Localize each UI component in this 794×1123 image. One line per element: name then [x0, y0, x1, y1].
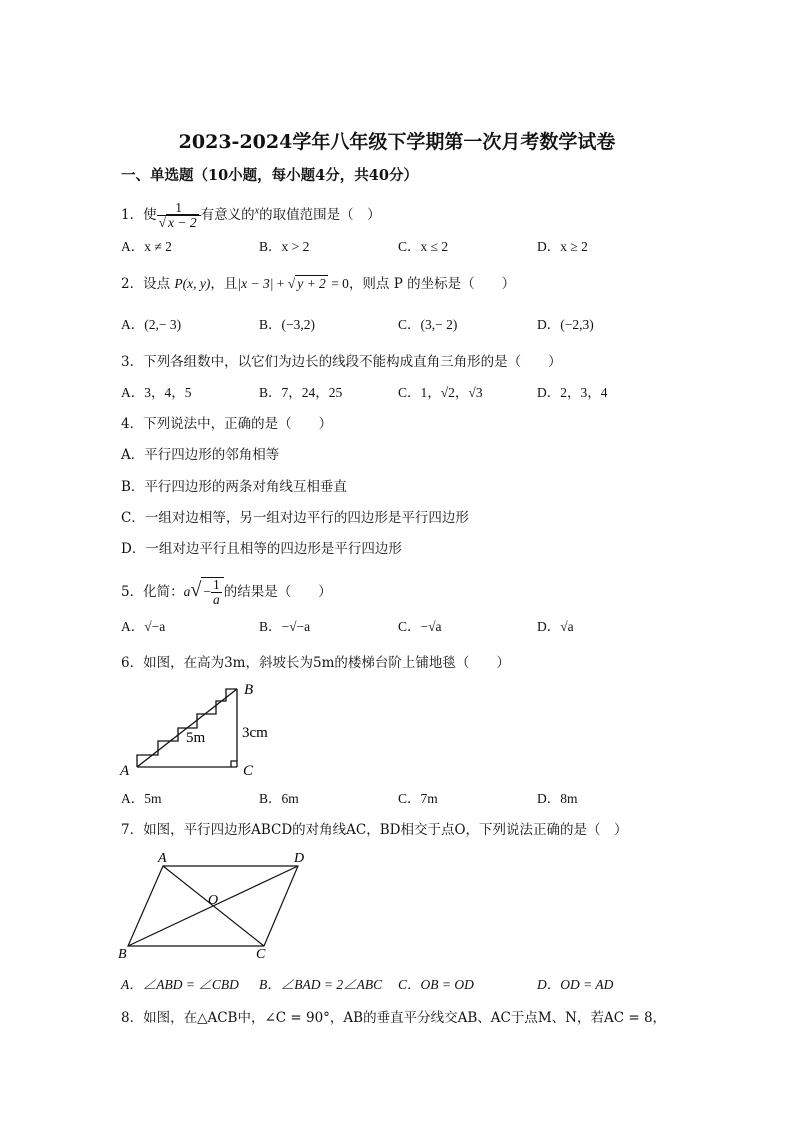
q3-option-b: B．7，24，25	[259, 385, 343, 400]
q5-frac-den: a	[212, 592, 220, 607]
q5-frac-num: 1	[212, 577, 220, 592]
q7-option-d: D．OD = AD	[537, 977, 614, 992]
q5-option-c: C．−√a	[398, 619, 442, 634]
q5-a: a	[183, 584, 191, 599]
parallelogram-outline	[128, 866, 298, 946]
section-heading: 一、单选题（10小题，每小题4分，共40分）	[121, 167, 418, 184]
q3-option-d: D．2，3，4	[537, 385, 608, 400]
staircase-steps	[137, 689, 237, 767]
q6-option-b: B．6m	[259, 791, 299, 806]
question-3: 3．下列各组数中，以它们为边长的线段不能构成直角三角形的是（ ）	[121, 354, 562, 370]
q7-option-a: A．∠ABD = ∠CBD	[121, 977, 239, 992]
q5-inner-sign: −	[203, 584, 211, 599]
q1-suffix: 有意义的	[200, 207, 255, 223]
fig6-label-a: A	[120, 763, 130, 779]
q6-option-d: D．8m	[537, 791, 578, 806]
fig7-label-a: A	[158, 851, 167, 866]
question-2	[121, 275, 515, 293]
q2-plus: +	[273, 276, 288, 291]
q3-option-a: A．3，4，5	[121, 385, 192, 400]
q2-option-b: B．(−3,2)	[259, 317, 315, 332]
question-1	[121, 201, 381, 230]
q2-radicand: y + 2	[297, 276, 326, 291]
q1-option-a: A．x ≠ 2	[121, 239, 172, 254]
fig6-label-b: B	[244, 682, 254, 698]
q6-option-c: C．7m	[398, 791, 438, 806]
question-6: 6．如图，在高为3m，斜坡长为5m的楼梯台阶上铺地毯（ ）	[121, 655, 510, 671]
fig6-slope-label: 5m	[186, 730, 206, 746]
q2-prefix: 2．设点	[121, 276, 171, 292]
fig7-label-b: B	[118, 947, 127, 962]
q7-option-c: C．OB = OD	[398, 977, 474, 992]
q1-var: x	[254, 205, 260, 217]
q1-option-c: C．x ≤ 2	[398, 239, 449, 254]
question-4: 4．下列说法中，正确的是（ ）	[121, 416, 333, 432]
q2-root: √ y + 2	[287, 276, 326, 291]
q7-option-b: B．∠BAD = 2∠ABC	[259, 977, 383, 992]
question-5	[121, 577, 332, 607]
fig7-label-o: O	[208, 893, 219, 908]
q1-frac-num: 1	[157, 201, 201, 216]
q2-tail: ，则点 P 的坐标是（ ）	[348, 276, 516, 292]
fig7-label-d: D	[294, 851, 305, 866]
q5-option-a: A．√−a	[121, 619, 166, 634]
q4-option-b: B．平行四边形的两条对角线互相垂直	[121, 479, 347, 495]
q2-eq: = 0	[327, 276, 349, 291]
q5-fraction	[211, 578, 222, 607]
question-7: 7．如图，平行四边形ABCD的对角线AC，BD相交于点O，下列说法正确的是（ ）	[121, 822, 628, 838]
q3-option-c: C．1，√2，√3	[398, 385, 483, 400]
q2-option-c: C．(3,− 2)	[398, 317, 458, 332]
page-title: 2023-2024学年八年级下学期第一次月考数学试卷	[178, 131, 616, 153]
fig6-label-c: C	[243, 763, 254, 779]
q4-option-a: A．平行四边形的邻角相等	[121, 447, 280, 463]
q2-option-d: D．(−2,3)	[537, 317, 594, 332]
q1-frac-den-radicand: x − 2	[168, 215, 197, 230]
q4-option-c: C．一组对边相等，另一组对边平行的四边形是平行四边形	[121, 510, 469, 526]
diagonal-bd	[128, 866, 298, 946]
question-8: 8．如图，在△ACB中，∠C = 90°，AB的垂直平分线交AB、AC于点M、N，若AC = 8，	[121, 1010, 667, 1026]
q5-tail: 的结果是（ ）	[223, 584, 332, 600]
q1-prefix: 1．使	[121, 207, 157, 223]
q2-mid: ，且	[210, 276, 238, 292]
q1-option-d: D．x ≥ 2	[537, 239, 588, 254]
fig7-label-c: C	[256, 947, 266, 962]
q2-abs: |x − 3|	[237, 276, 274, 291]
q2-point: P(x, y)	[174, 276, 211, 291]
q1-fraction	[157, 201, 201, 230]
q1-tail: 的取值范围是（ ）	[259, 207, 381, 223]
q5-prefix: 5．化简：	[121, 584, 184, 600]
diagonal-ac	[163, 866, 264, 946]
q5-option-d: D．√a	[537, 619, 574, 634]
q1-frac-den: √ x − 2	[158, 215, 197, 230]
q5-option-b: B．−√−a	[259, 619, 311, 634]
right-angle-mark	[231, 761, 237, 767]
q6-option-a: A．5m	[121, 791, 162, 806]
staircase-slope-line	[137, 689, 237, 767]
q1-option-b: B．x > 2	[259, 239, 310, 254]
q5-radicand	[201, 577, 223, 607]
q5-radical-sign: √	[190, 579, 202, 601]
q2-option-a: A．(2,− 3)	[121, 317, 182, 332]
fig6-height-label: 3cm	[242, 725, 268, 741]
q4-option-d: D．一组对边平行且相等的四边形是平行四边形	[121, 541, 402, 557]
